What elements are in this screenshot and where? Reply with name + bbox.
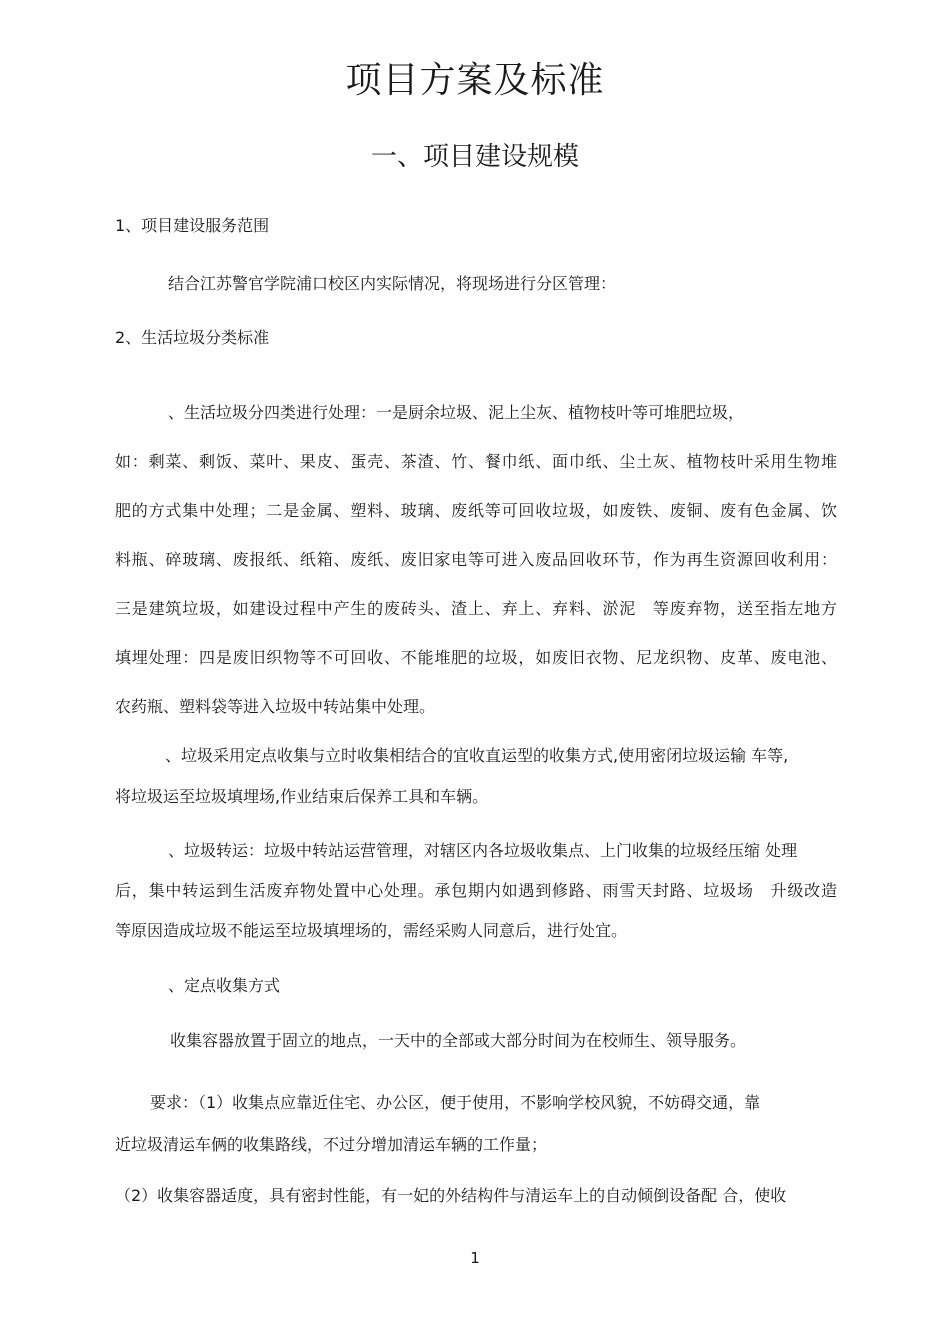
page-number: 1: [470, 1249, 480, 1267]
paragraph-text: 三是建筑垃圾，如建设过程中产生的废砖头、渣上、弃上、弃料、淤泥 等废弃物，送至指左地方: [115, 599, 837, 618]
paragraph-text: 、生活垃圾分四类进行处理：一是厨余垃圾、泥上尘灰、植物枝叶等可堆肥垃圾，: [168, 403, 745, 422]
paragraph-text: 填埋处理：四是废旧织物等不可回收、不能堆肥的垃圾，如废旧衣物、尼龙织物、皮革、废电池、: [115, 648, 837, 667]
paragraph-text: 农药瓶、塑料袋等进入垃圾中转站集中处理。: [115, 697, 436, 716]
paragraph-text: 、垃圾采用定点收集与立时收集相结合的宜收直运型的收集方式,使用密闭垃圾运输 车等,: [165, 746, 789, 765]
paragraph-text: （2）收集容器适度，具有密封性能，有一妃的外结构件与清运车上的自动倾倒设备配 合，使收: [115, 1186, 787, 1205]
paragraph-text: 等原因造成垃圾不能运至垃圾填埋场的，需经采购人同意后，进行处宜。: [115, 921, 628, 940]
paragraph-text: 料瓶、碎玻璃、废报纸、纸箱、废纸、废旧家电等可进入废品回收环节，作为再生资源回收利用：: [115, 550, 837, 569]
paragraph-text: 结合江苏警官学院浦口校区内实际情况，将现场进行分区管理：: [168, 274, 617, 293]
paragraph-text: 近垃圾清运车俩的收集路线，不过分增加清运车辆的工作量；: [115, 1135, 548, 1154]
paragraph-text: 如：剩菜、剩饭、菜叶、果皮、蛋壳、茶渣、竹、餐巾纸、面巾纸、尘土灰、植物枝叶采用生物堆: [115, 452, 837, 471]
subheading-fixed-collection: 、定点收集方式: [168, 976, 281, 995]
document-title: 项目方案及标准: [345, 60, 605, 101]
subheading-service-scope: 1、项目建设服务范围: [115, 216, 270, 235]
paragraph-text: 肥的方式集中处理；二是金属、塑料、玻璃、废纸等可回收垃圾，如废铁、废铜、废有色金属、饮: [115, 501, 837, 520]
paragraph-text: 要求：（1）收集点应靠近住宅、办公区，便于使用，不影响学校风貌，不妨碍交通，靠: [150, 1093, 761, 1112]
paragraph-text: 、垃圾转运：垃圾中转站运营管理，对辖区内各垃圾收集点、上门收集的垃圾经压缩 处理: [168, 841, 798, 860]
paragraph-text: 收集容器放置于固立的地点，一天中的全部或大部分时间为在校师生、领导服务。: [170, 1031, 747, 1050]
subheading-classification: 2、生活垃圾分类标准: [115, 328, 270, 347]
paragraph-text: 将垃圾运至垃圾填埋场,作业结束后保养工具和车辆。: [115, 787, 489, 806]
paragraph-text: 后，集中转运到生活废弃物处置中心处理。承包期内如遇到修路、雨雪天封路、垃圾场 升级改造: [115, 881, 837, 900]
section-heading: 一、项目建设规模: [370, 142, 579, 172]
